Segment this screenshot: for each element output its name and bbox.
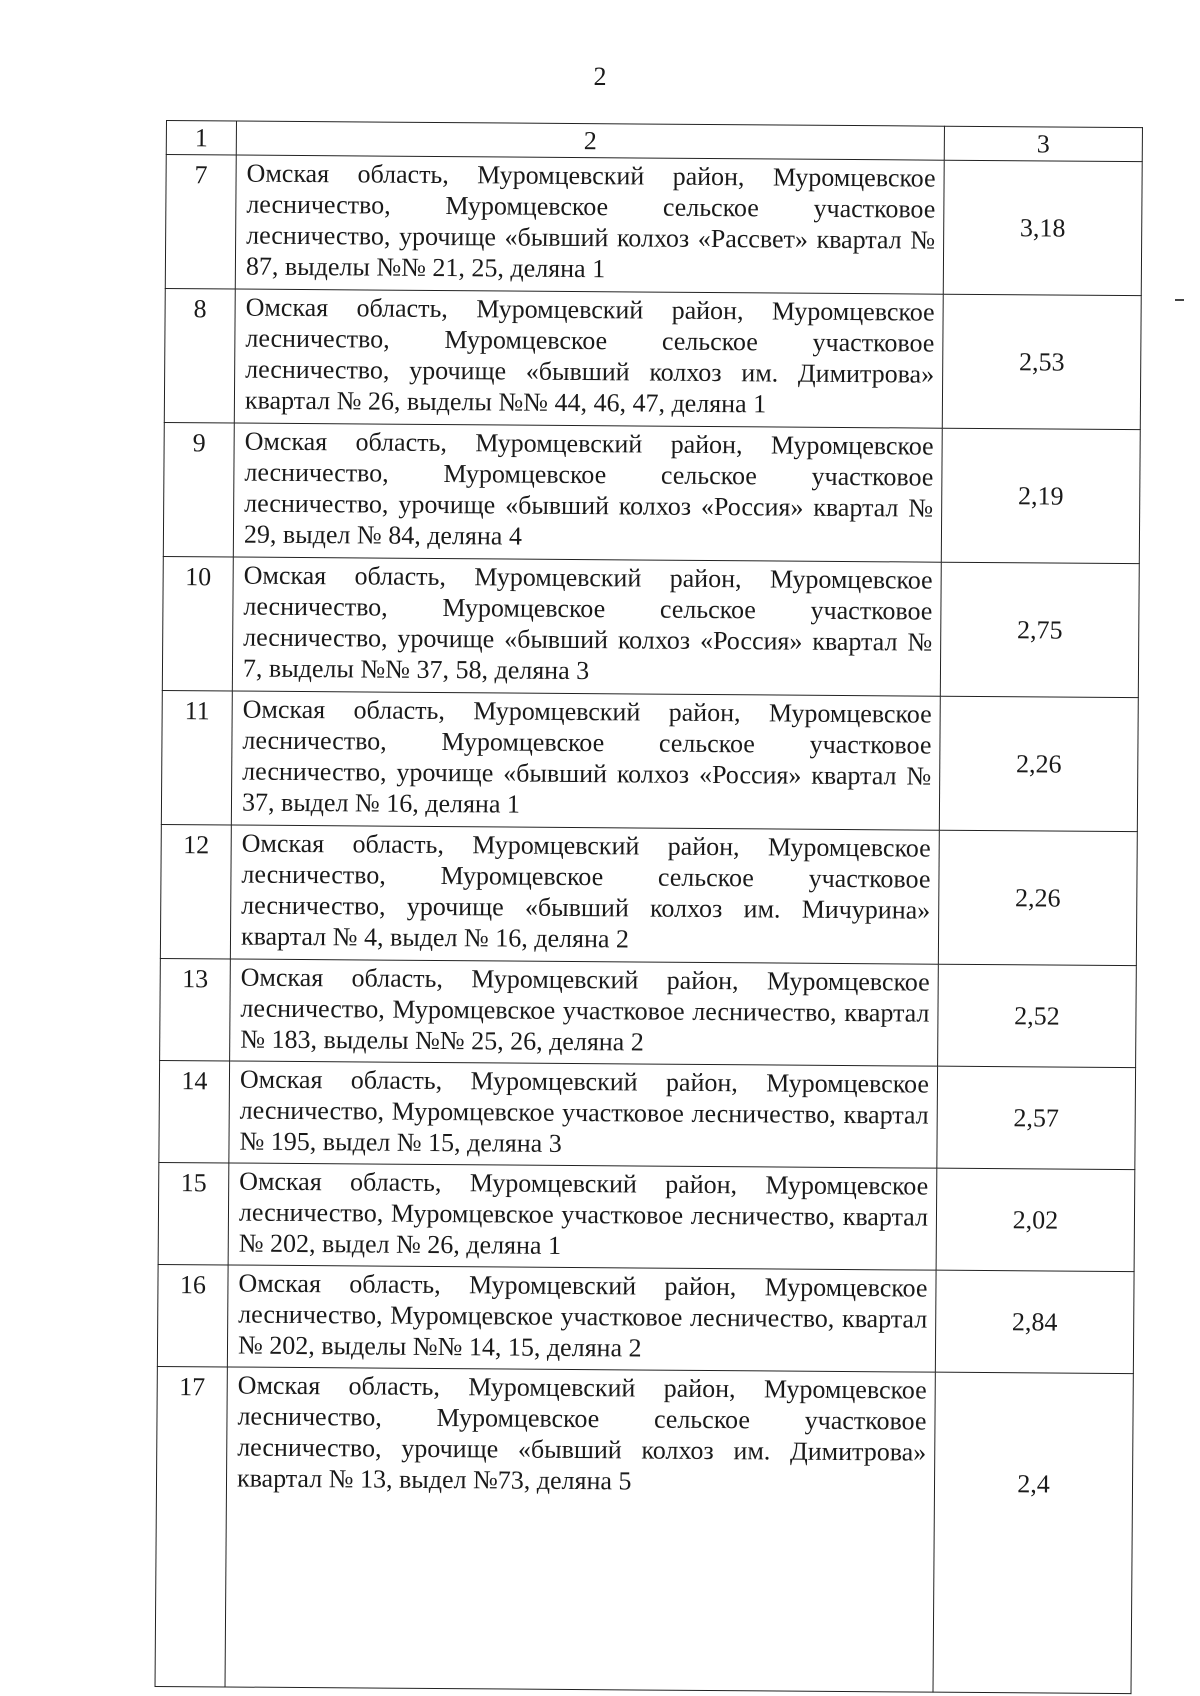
row-number: 12 xyxy=(160,824,231,959)
table-row xyxy=(163,422,1140,563)
row-number: 7 xyxy=(165,155,236,290)
row-location: Омская область, Муромцевский район, Муромцевское лесничество, Муромцевское участковое лесничество, квартал № 195, выдел № 15, деляна 3 xyxy=(229,1061,938,1168)
row-number: 10 xyxy=(162,556,233,691)
header-col-1: 1 xyxy=(166,121,236,156)
row-location: Омская область, Муромцевский район, Муромцевское лесничество, Муромцевское сельское участковое лесничество, урочище «бывший колхоз «Россия» квартал № 29, выдел № 84, деляна 4 xyxy=(233,423,942,562)
row-location: Омская область, Муромцевский район, Муромцевское лесничество, Муромцевское сельское участковое лесничество, урочище «бывший колхоз им. Димитрова» квартал № 13, выдел №73, деляна 5 xyxy=(225,1367,935,1692)
row-number: 9 xyxy=(163,422,234,557)
row-number: 13 xyxy=(160,958,231,1061)
row-number: 16 xyxy=(157,1264,228,1367)
header-col-2: 2 xyxy=(236,121,944,160)
table-row xyxy=(160,824,1137,965)
row-area: 2,53 xyxy=(942,294,1141,429)
row-number: 11 xyxy=(161,690,232,825)
row-location: Омская область, Муромцевский район, Муромцевское лесничество, Муромцевское сельское участковое лесничество, урочище «бывший колхоз «Россия» квартал № 37, выдел № 16, деляна 1 xyxy=(231,691,940,830)
table-row xyxy=(162,556,1139,697)
row-area: 2,26 xyxy=(939,696,1138,831)
row-location: Омская область, Муромцевский район, Муромцевское лесничество, Муромцевское сельское участковое лесничество, урочище «бывший колхоз «Россия» квартал № 7, выделы №№ 37, 58, деляна 3 xyxy=(232,557,941,696)
row-location: Омская область, Муромцевский район, Муромцевское лесничество, Муромцевское сельское участковое лесничество, урочище «бывший колхоз им. Мичурина» квартал № 4, выдел № 16, деляна 2 xyxy=(230,825,939,964)
row-area: 3,18 xyxy=(943,160,1142,295)
page-number: 2 xyxy=(593,62,607,91)
row-number: 14 xyxy=(159,1060,230,1163)
row-area: 2,84 xyxy=(935,1270,1134,1373)
row-area: 2,52 xyxy=(938,964,1137,1067)
row-location: Омская область, Муромцевский район, Муромцевское лесничество, Муромцевское участковое лесничество, квартал № 202, выдел № 26, деляна 1 xyxy=(228,1163,937,1270)
row-number: 8 xyxy=(164,288,235,423)
row-area: 2,26 xyxy=(938,830,1137,965)
row-area: 2,57 xyxy=(937,1066,1136,1169)
row-location: Омская область, Муромцевский район, Муромцевское лесничество, Муромцевское сельское участковое лесничество, урочище «бывший колхоз им. Димитрова» квартал № 26, выделы №№ 44, 46, 47, деляна 1 xyxy=(234,289,943,428)
row-area: 2,02 xyxy=(936,1168,1135,1271)
forest-plots-table xyxy=(155,120,1143,1694)
table-row xyxy=(160,958,1137,1067)
row-number: 17 xyxy=(155,1366,227,1687)
row-location: Омская область, Муромцевский район, Муромцевское лесничество, Муромцевское участковое лесничество, квартал № 183, выделы №№ 25, 26, деляна 2 xyxy=(230,959,939,1066)
row-number: 15 xyxy=(158,1162,229,1265)
table-row xyxy=(164,288,1141,429)
row-location: Омская область, Муромцевский район, Муромцевское лесничество, Муромцевское сельское участковое лесничество, урочище «бывший колхоз «Рассвет» квартал № 87, выделы №№ 21, 25, деляна 1 xyxy=(235,155,944,294)
table-row xyxy=(157,1264,1134,1373)
table-row xyxy=(161,690,1138,831)
row-area: 2,4 xyxy=(933,1372,1133,1693)
row-area: 2,19 xyxy=(941,428,1140,563)
table-row xyxy=(165,155,1142,296)
header-col-3: 3 xyxy=(944,126,1142,161)
table-row xyxy=(159,1060,1136,1169)
row-area: 2,75 xyxy=(940,562,1139,697)
margin-mark xyxy=(1175,299,1184,301)
table-row xyxy=(155,1366,1133,1693)
table-row xyxy=(158,1162,1135,1271)
row-location: Омская область, Муромцевский район, Муромцевское лесничество, Муромцевское участковое лесничество, квартал № 202, выделы №№ 14, 15, деляна 2 xyxy=(227,1265,936,1372)
